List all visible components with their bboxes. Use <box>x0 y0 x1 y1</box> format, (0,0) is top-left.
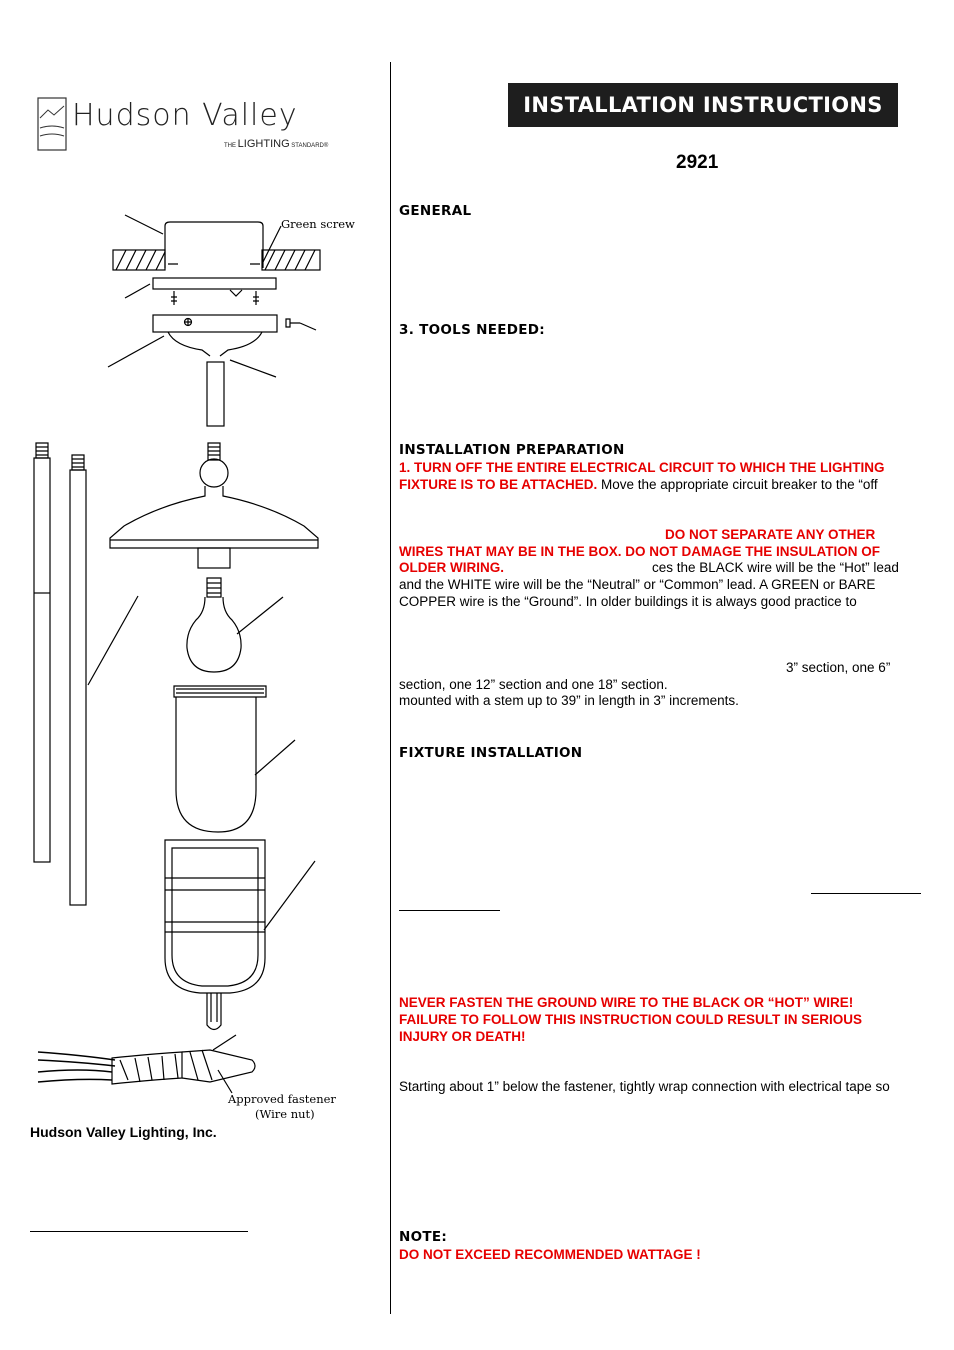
wire-text-e: COPPER wire is the “Ground”. In older buildings it is always good practice to <box>399 594 857 609</box>
junction-box <box>165 222 263 268</box>
logo-tagline: THE LIGHTING STANDARD® <box>224 138 329 150</box>
tape-instruction: Starting about 1” below the fastener, tightly wrap connection with electrical tape so <box>399 1079 890 1094</box>
step1-warning: 1. TURN OFF THE ENTIRE ELECTRICAL CIRCUIT TO WHICH THE LIGHTING <box>399 460 885 475</box>
heading-preparation: INSTALLATION PREPARATION <box>399 442 625 458</box>
heading-general: GENERAL <box>399 203 472 219</box>
heading-note: NOTE: <box>399 1229 448 1245</box>
label-fastener: Approved fastener <box>228 1092 336 1106</box>
stem-text-a: 3” section, one 6” <box>786 660 891 675</box>
shade <box>110 443 318 568</box>
underline-b <box>399 910 500 911</box>
separate-warning-b: WIRES THAT MAY BE IN THE BOX. DO NOT DAMAGE THE INSULATION OF <box>399 544 881 559</box>
top-stem <box>207 362 224 426</box>
wire-splice <box>38 1050 255 1084</box>
wire-text-c: ces the BLACK wire will be the “Hot” lead <box>652 560 899 575</box>
separate-warning-c: OLDER WIRING. <box>399 560 504 575</box>
company-name: Hudson Valley Lighting, Inc. <box>30 1124 217 1140</box>
step1-text: FIXTURE IS TO BE ATTACHED. Move the appropriate circuit breaker to the “off <box>399 477 878 492</box>
wattage-warning: DO NOT EXCEED RECOMMENDED WATTAGE ! <box>399 1247 701 1262</box>
label-green-screw: Green screw <box>281 217 355 231</box>
canopy <box>153 315 277 332</box>
stem-short <box>70 470 86 905</box>
wire-guard <box>165 840 265 1030</box>
label-wire-nut: (Wire nut) <box>255 1107 315 1121</box>
stem-text-c: mounted with a stem up to 39” in length in 3” increments. <box>399 693 739 708</box>
underline-a <box>811 893 921 894</box>
ground-warning-b: FAILURE TO FOLLOW THIS INSTRUCTION COULD RESULT IN SERIOUS <box>399 1012 862 1027</box>
wire-text-d: and the WHITE wire will be the “Neutral” or “Common” lead. A GREEN or BARE <box>399 577 876 592</box>
signature-line <box>30 1231 248 1232</box>
ceiling-hatch <box>113 250 320 270</box>
stem-long <box>34 458 50 862</box>
ground-warning-a: NEVER FASTEN THE GROUND WIRE TO THE BLACK OR “HOT” WIRE! <box>399 995 854 1010</box>
heading-tools: 3. TOOLS NEEDED: <box>399 322 545 338</box>
ground-warning-c: INJURY OR DEATH! <box>399 1029 526 1044</box>
heading-fixture-installation: FIXTURE INSTALLATION <box>399 745 583 761</box>
logo-wordmark: Hudson Valley <box>72 98 298 133</box>
bulb <box>187 578 241 672</box>
model-number: 2921 <box>676 152 719 173</box>
stem-text-b: section, one 12” section and one 18” section. <box>399 677 668 692</box>
crossbar <box>153 278 276 289</box>
separate-warning-a: DO NOT SEPARATE ANY OTHER <box>665 527 876 542</box>
glass-shade <box>174 686 266 832</box>
page-title: INSTALLATION INSTRUCTIONS <box>508 83 898 127</box>
